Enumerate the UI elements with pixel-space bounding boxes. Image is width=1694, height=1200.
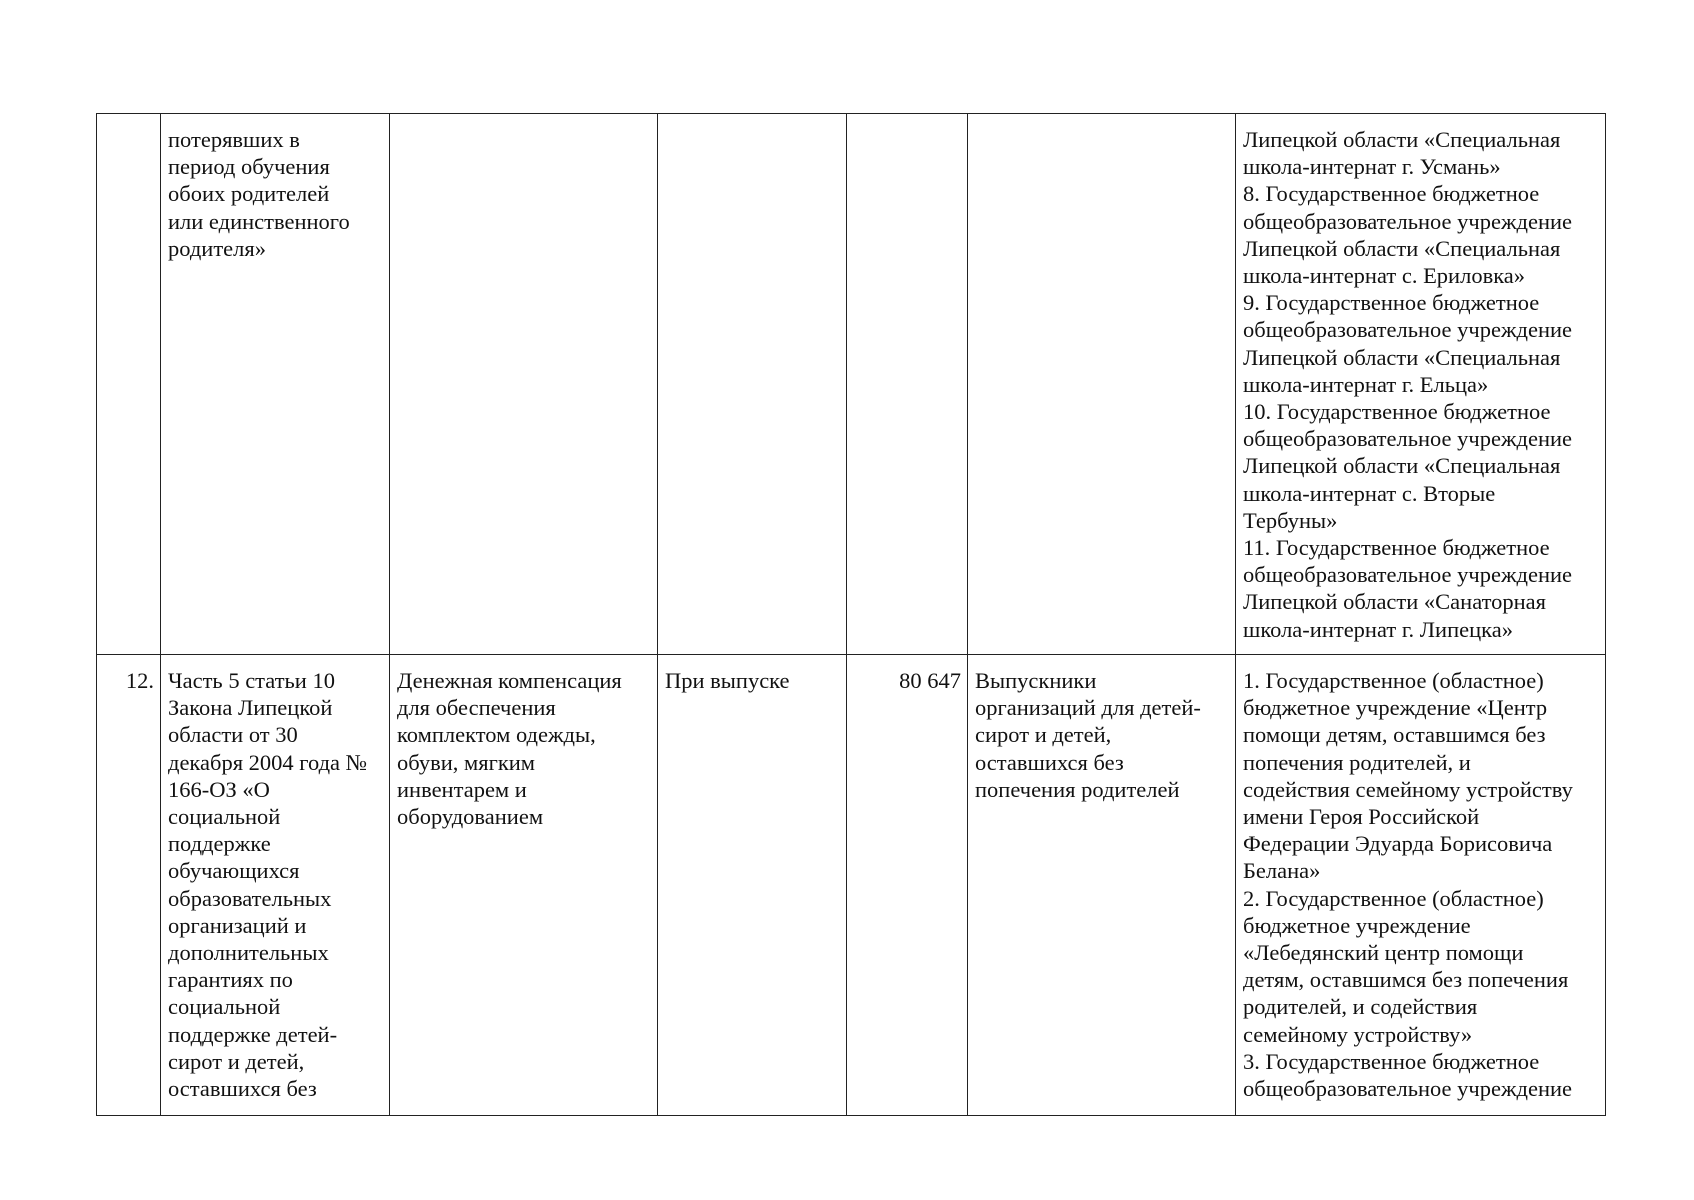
cell-number (97, 114, 161, 655)
cell-number: 12. (97, 655, 161, 1116)
cell-amount: 80 647 (847, 655, 968, 1116)
cell-legal-basis: Часть 5 статьи 10 Закона Липецкой области от 30 декабря 2004 года № 166-ОЗ «О социальной поддержке обучающихся образовательных организаций и дополнительных гарантиях по социальной поддержке детей- сирот и детей, оставшихся без (161, 655, 390, 1116)
cell-institutions: Липецкой области «Специальная школа-интернат г. Усмань» 8. Государственное бюджетное общеобразовательное учреждение Липецкой области «Специальная школа-интернат с. Ериловка» 9. Государственное бюджетное общеобразовательное учреждение Липецкой области «Специальная школа-интернат г. Ельца» 10. Государственное бюджетное общеобразовательное учреждение Липецкой области «Специальная школа-интернат с. Вторые Тербуны» 11. Государственное бюджетное общеобразовательное учреждение Липецкой области «Санаторная школа-интернат г. Липецка» (1236, 114, 1606, 655)
cell-recipients: Выпускники организаций для детей- сирот и детей, оставшихся без попечения родителей (968, 655, 1236, 1116)
document-table (96, 113, 1606, 1116)
cell-period: При выпуске (658, 655, 847, 1116)
cell-recipients (968, 114, 1236, 655)
table-row (97, 114, 1606, 655)
cell-amount (847, 114, 968, 655)
cell-payment-type (390, 114, 658, 655)
cell-legal-basis: потерявших в период обучения обоих родителей или единственного родителя» (161, 114, 390, 655)
cell-institutions: 1. Государственное (областное) бюджетное учреждение «Центр помощи детям, оставшимся без попечения родителей, и содействия семейному устройству имени Героя Российской Федерации Эдуарда Борисовича Белана» 2. Государственное (областное) бюджетное учреждение «Лебедянский центр помощи детям, оставшимся без попечения родителей, и содействия семейному устройству» 3. Государственное бюджетное общеобразовательное учреждение (1236, 655, 1606, 1116)
cell-period (658, 114, 847, 655)
cell-payment-type: Денежная компенсация для обеспечения комплектом одежды, обуви, мягким инвентарем и оборудованием (390, 655, 658, 1116)
table-row (97, 655, 1606, 1116)
